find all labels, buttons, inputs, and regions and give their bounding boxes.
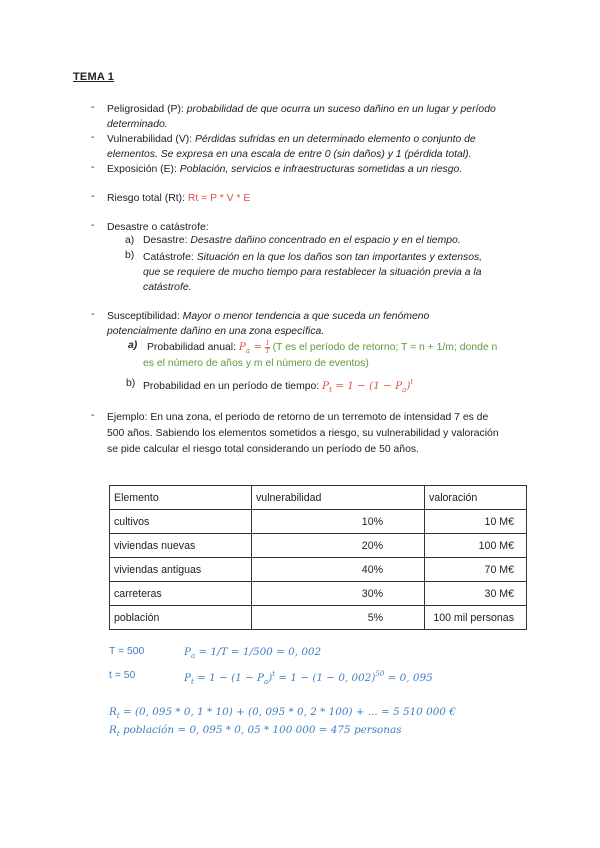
calc-pt-sub: t	[191, 678, 194, 686]
calc-t: t = 50	[109, 670, 136, 681]
calc-rt-r: R	[109, 706, 117, 718]
table-cell: 100 M€	[425, 534, 527, 558]
formula-riesgo: Rt = P * V * E	[187, 193, 251, 204]
bullet-dash: -	[91, 102, 95, 113]
bullet-dash: -	[91, 410, 95, 421]
pa-p: P	[238, 341, 246, 353]
susc-b-label: Probabilidad en un período de tiempo:	[143, 381, 320, 392]
calc-rt-sub: t	[116, 712, 120, 720]
calc-pt-sup2: 50	[375, 670, 385, 678]
table-cell: 5%	[252, 606, 425, 630]
desastre-a-marker: a)	[125, 235, 135, 246]
def-peligrosidad-1: probabilidad de que ocurra un suceso dañino en un lugar y período	[186, 104, 496, 115]
table-cell: cultivos	[110, 510, 252, 534]
def-susceptibilidad-1: Mayor o menor tendencia a que suceda un fenómeno	[182, 311, 430, 322]
def-susceptibilidad-2: potencialmente dañino en una zona específica.	[107, 326, 325, 337]
table-cell: 30 M€	[425, 582, 527, 606]
bullet-dash: -	[91, 220, 95, 231]
pa-num: 1	[265, 339, 270, 347]
table-header: vulnerabilidad	[252, 486, 425, 510]
ejemplo-1: Ejemplo: En una zona, el periodo de retorno de un terremoto de intensidad 7 es de	[107, 412, 489, 423]
susc-a-note-1: (T es el período de retorno; T = n + 1/m; donde n	[272, 342, 498, 353]
term-exposicion: Exposición (E):	[107, 164, 177, 175]
calc-rt2-sub: t	[116, 730, 120, 738]
bullet-ejemplo	[107, 410, 537, 458]
susc-a-label: Probabilidad anual:	[147, 342, 236, 353]
bullet-susceptibilidad	[107, 309, 537, 339]
calc-rt-poblacion	[109, 724, 402, 738]
table-cell: viviendas nuevas	[110, 534, 252, 558]
bullet-dash: -	[91, 132, 95, 143]
calc-rt	[109, 706, 456, 720]
pa-eq: =	[250, 341, 266, 353]
bullet-desastre	[107, 220, 537, 235]
calc-rt2-r: R	[109, 724, 117, 736]
calc-pt-b: )	[268, 672, 273, 684]
calc-pt-sub2: a	[264, 678, 269, 686]
calc-pt-p: P	[184, 672, 191, 684]
desastre-b-def-1: Situación en la que los daños son tan importantes y extensos,	[196, 252, 483, 263]
desastre-b-def-3: catástrofe.	[143, 282, 192, 293]
pt-formula	[322, 380, 413, 392]
susc-b	[143, 378, 413, 394]
table-cell: 100 mil personas	[425, 606, 527, 630]
desastre-a	[143, 235, 461, 246]
table-cell: viviendas antiguas	[110, 558, 252, 582]
bullet-dash: -	[91, 191, 95, 202]
table-cell: 10%	[252, 510, 425, 534]
term-susceptibilidad: Susceptibilidad:	[107, 311, 180, 322]
calc-pt-sup: t	[272, 670, 276, 678]
ejemplo-3: se pide calcular el riesgo total considerando un período de 50 años.	[107, 444, 419, 455]
table-row	[110, 582, 527, 606]
table-cell: población	[110, 606, 252, 630]
calc-pa-p: P	[184, 646, 191, 658]
pt-close: )	[406, 380, 411, 392]
pa-den: T	[265, 347, 270, 355]
bullet-peligrosidad	[107, 102, 537, 132]
calc-rt-rest: = (0, 095 * 0, 1 * 10) + (0, 095 * 0, 2 * 100) + ... = 5 510 000 €	[119, 706, 456, 718]
term-vulnerabilidad: Vulnerabilidad (V):	[107, 134, 193, 145]
table-row	[110, 606, 527, 630]
term-riesgo: Riesgo total (Rt):	[107, 193, 185, 204]
susc-a-note-2: es el número de años y m el número de eventos)	[143, 358, 369, 369]
susc-a-marker: a)	[128, 340, 138, 351]
table-row	[110, 510, 527, 534]
table-cell: 10 M€	[425, 510, 527, 534]
calc-pt	[184, 670, 433, 686]
bullet-riesgo	[107, 191, 537, 206]
desastre-b-def-2: que se requiere de mucho tiempo para restablecer la situación previa a la	[143, 267, 482, 278]
def-vulnerabilidad-2: elementos. Se expresa en una escala de entre 0 (sin daños) y 1 (pérdida total).	[107, 149, 472, 160]
table-cell: 70 M€	[425, 558, 527, 582]
calc-rt2-rest: población = 0, 095 * 0, 05 * 100 000 = 475	[119, 724, 354, 736]
desastre-b-term: Catástrofe:	[143, 252, 194, 263]
calc-rt2-unit: personas	[353, 724, 402, 736]
calc-pa	[184, 646, 321, 660]
pt-sub: t	[329, 386, 332, 394]
table-cell: carreteras	[110, 582, 252, 606]
data-table	[109, 485, 527, 630]
ejemplo-2: 500 años. Sabiendo los elementos sometidos a riesgo, su vulnerabilidad y valoración	[107, 428, 499, 439]
pt-sup: t	[410, 378, 414, 386]
table-row	[110, 534, 527, 558]
desastre-b-marker: b)	[125, 250, 135, 261]
bullet-exposicion	[107, 162, 537, 177]
pa-formula	[239, 341, 270, 353]
calc-pa-sub: a	[191, 652, 196, 660]
table-cell: 20%	[252, 534, 425, 558]
desastre-a-def: Desastre dañino concentrado en el espacio y en el tiempo.	[190, 235, 461, 246]
susc-a	[147, 340, 497, 355]
bullet-dash: -	[91, 162, 95, 173]
table-row	[110, 558, 527, 582]
susc-b-marker: b)	[126, 378, 136, 389]
bullet-dash: -	[91, 309, 95, 320]
calc-pa-rest: = 1/T = 1/500 = 0, 002	[195, 646, 322, 658]
table-header: Elemento	[110, 486, 252, 510]
calc-pt-c: = 1 − (1 − 0, 002)	[275, 672, 376, 684]
def-peligrosidad-2: determinado.	[107, 119, 168, 130]
pt-sub2: a	[402, 386, 407, 394]
def-vulnerabilidad-1: Pérdidas sufridas en un determinado elemento o conjunto de	[194, 134, 476, 145]
calc-pt-a: = 1 − (1 − P	[193, 672, 265, 684]
table-cell: 30%	[252, 582, 425, 606]
term-desastre: Desastre o catástrofe:	[107, 222, 209, 233]
table-header-row	[110, 486, 527, 510]
calc-T: T = 500	[109, 646, 145, 657]
page-title: TEMA 1	[73, 71, 115, 83]
calc-pt-d: = 0, 095	[384, 672, 433, 684]
def-exposicion: Población, servicios e infraestructuras sometidas a un riesgo.	[179, 164, 463, 175]
pt-mid: = 1 − (1 − P	[331, 380, 403, 392]
desastre-b	[143, 250, 482, 295]
pt-p: P	[322, 380, 330, 392]
pa-fraction	[265, 340, 269, 355]
term-peligrosidad: Peligrosidad (P):	[107, 104, 184, 115]
desastre-a-term: Desastre:	[143, 235, 188, 246]
bullet-vulnerabilidad	[107, 132, 537, 162]
pa-sub: a	[245, 347, 251, 355]
table-cell: 40%	[252, 558, 425, 582]
table-header: valoración	[425, 486, 527, 510]
